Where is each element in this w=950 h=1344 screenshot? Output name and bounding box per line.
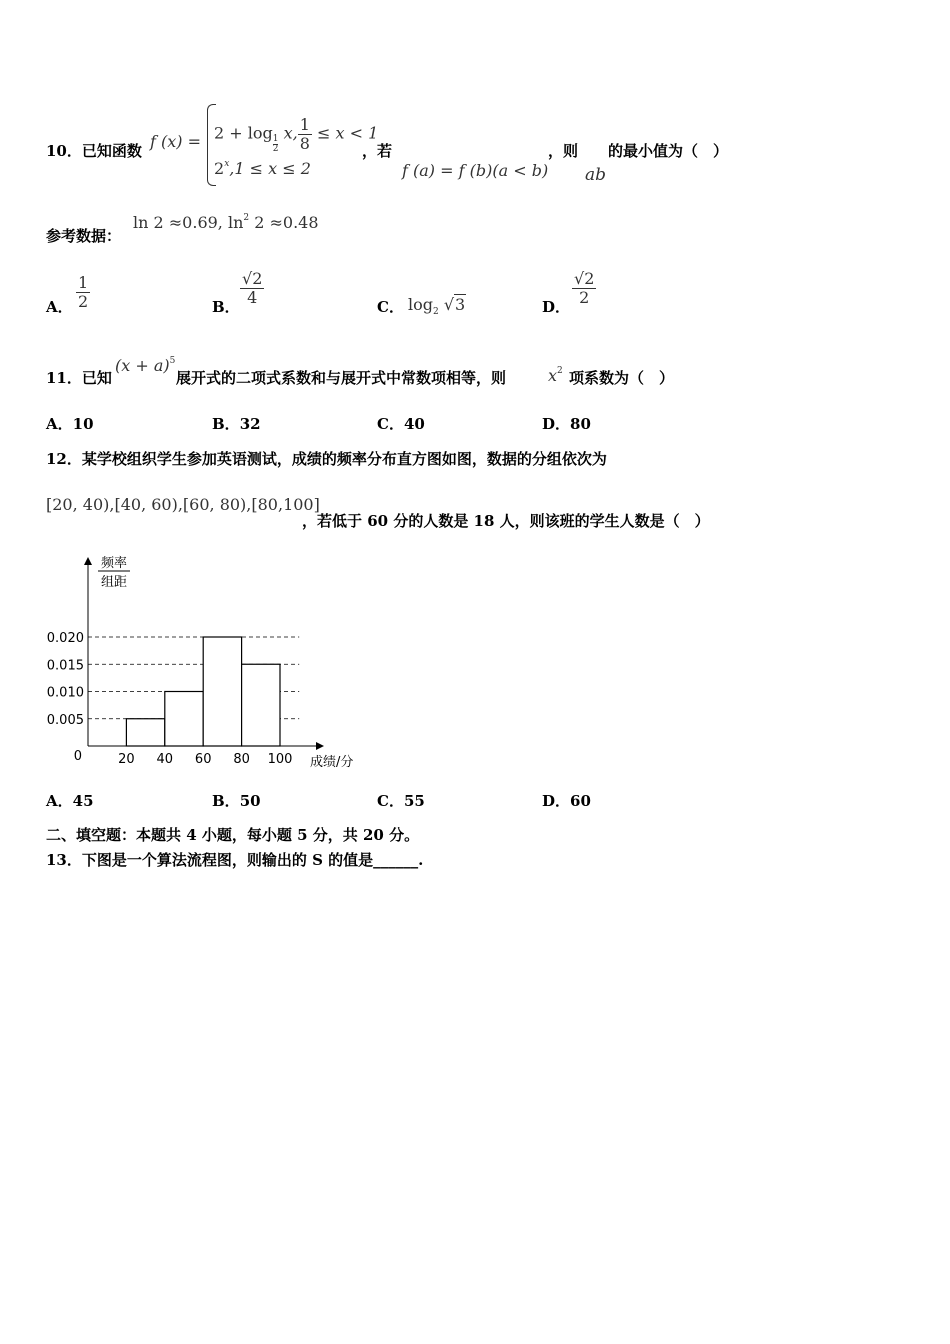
q11-option-a: A．10 (46, 415, 94, 433)
x-tick-60: 60 (194, 752, 212, 767)
q13-text: 13．下图是一个算法流程图，则输出的 S 的值是______. (46, 851, 424, 869)
q10-option-b-value: $\frac{√2}{4}$ (242, 269, 263, 307)
q11-tail: 项系数为（ ） (569, 369, 675, 387)
q10-ruo: ，若 (362, 142, 393, 160)
q10-option-c-value: $\log_2 √3$ (408, 295, 466, 318)
q11-x2: $x^2$ (548, 366, 563, 385)
q12-groups: [20, 40),[40, 60),[60, 80),[80,100] (46, 495, 320, 514)
bar-80-100 (242, 664, 280, 746)
q12-line2: ，若低于 60 分的人数是 18 人，则该班的学生人数是（ ） (302, 512, 710, 530)
y-tick-0.020: 0.020 (46, 631, 84, 646)
x-axis-label: 成绩/分 (310, 755, 354, 770)
q12-option-d: D．60 (542, 792, 591, 810)
x-tick-40: 40 (156, 752, 174, 767)
q10-option-a-value: $\frac{1}{2}$ (78, 273, 89, 311)
q10-tail: 的最小值为（ ） (608, 142, 729, 160)
q10-option-c-label: C． (377, 298, 404, 316)
y-tick-0.005: 0.005 (46, 712, 84, 728)
q11-number: 11．已知 (46, 369, 112, 387)
q11-option-c: C．40 (377, 415, 425, 433)
q11-body: 展开式的二项式系数和与展开式中常数项相等，则 (176, 369, 507, 387)
q10-fx: f (x) = (150, 132, 202, 151)
q10-condition: f (a) = f (b)(a < b) (402, 161, 549, 180)
q12-option-c: C．55 (377, 792, 425, 810)
bar-40-60 (165, 692, 203, 747)
q10-number: 10．已知函数 (46, 142, 142, 160)
bar-60-80 (203, 637, 241, 746)
origin-label: 0 (73, 749, 82, 764)
q10-option-d-value: $\frac{√2}{2}$ (574, 269, 595, 307)
q10-piece1: 2 + log $\frac{1}{2}$ x, $\frac{1}{8}$ ≤ x < 1 (214, 115, 379, 154)
section-2-header: 二、填空题：本题共 4 小题，每小题 5 分，共 20 分。 (46, 826, 420, 844)
x-tick-80: 80 (233, 752, 250, 767)
q10-option-a-label: A． (46, 298, 73, 316)
y-tick-0.010: 0.010 (46, 685, 84, 701)
x-tick-20: 20 (118, 752, 135, 767)
bar-20-40 (126, 719, 164, 746)
q12-option-b: B．50 (212, 792, 261, 810)
q10-option-d-label: D． (542, 298, 571, 316)
q10-ze: ，则 (548, 142, 579, 160)
q11-option-d: D．80 (542, 415, 591, 433)
y-tick-0.015: 0.015 (46, 658, 84, 674)
q12-option-a: A．45 (46, 792, 94, 810)
q10-option-b-label: B． (212, 298, 240, 316)
q10-ab: ab (585, 165, 607, 185)
y-axis-label-bottom: 组距 (100, 575, 128, 590)
q10-ref-label: 参考数据： (46, 227, 122, 245)
q10-ref-data: ln 2 ≈0.69, $\ln^2 2 \approx 0.48$ (133, 213, 319, 232)
x-tick-100: 100 (267, 752, 293, 767)
q12-line1: 12．某学校组织学生参加英语测试，成绩的频率分布直方图如图，数据的分组依次为 (46, 450, 607, 468)
y-axis-label-top: 频率 (100, 556, 128, 571)
q11-expr: $(x + a)^5$ (115, 356, 176, 375)
frequency-histogram (40, 548, 380, 778)
q10-piece2: $2^x,1 \le x \le 2$ (214, 159, 311, 178)
q11-option-b: B．32 (212, 415, 261, 433)
